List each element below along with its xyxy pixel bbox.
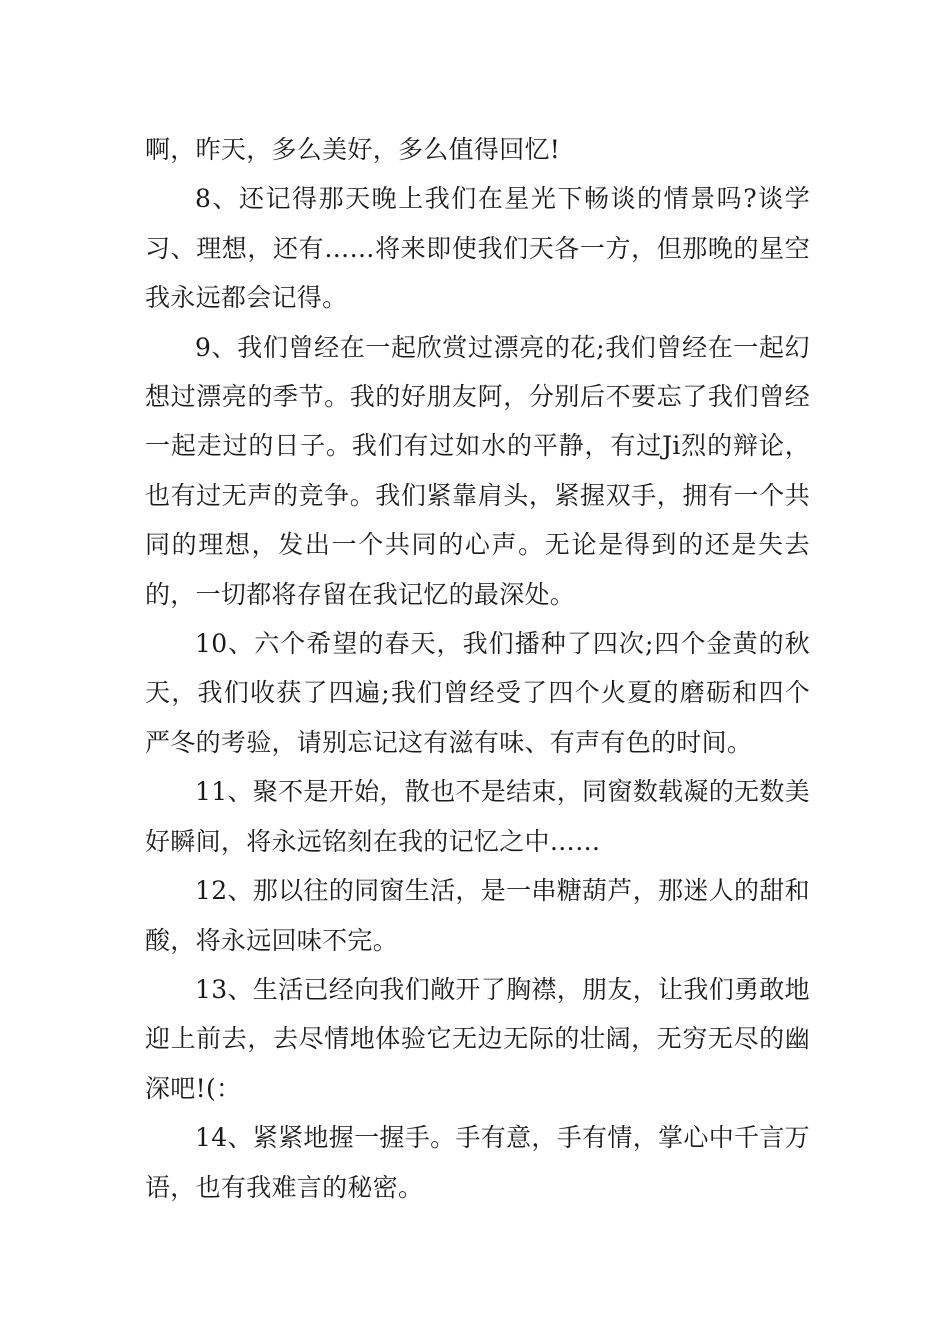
paragraph-item-13: 13、生活已经向我们敞开了胸襟，朋友，让我们勇敢地迎上前去，去尽情地体验它无边无际的壮阔，无穷无尽的幽深吧!(： (145, 974, 810, 1103)
paragraph-continuation: 啊，昨天，多么美好，多么值得回忆! (145, 135, 561, 164)
paragraph-item-12: 12、那以往的同窗生活，是一串糖葫芦，那迷人的甜和酸，将永远回味不完。 (145, 876, 810, 955)
paragraph-item-10: 10、六个希望的春天，我们播种了四次;四个金黄的秋天，我们收获了四遍;我们曾经受了四个火夏的磨砺和四个严冬的考验，请别忘记这有滋有味、有声有色的时间。 (145, 629, 810, 757)
paragraph-item-11: 11、聚不是开始，散也不是结束，同窗数载凝的无数美好瞬间，将永远铭刻在我的记忆之中…… (145, 777, 810, 856)
paragraph-item-9: 9、我们曾经在一起欣赏过漂亮的花;我们曾经在一起幻想过漂亮的季节。我的好朋友阿，分别后不要忘了我们曾经一起走过的日子。我们有过如水的平静，有过Ji烈的辩论，也有过无声的竞争。我们紧靠肩头，紧握双手，拥有一个共同的理想，发出一个共同的心声。无论是得到的还是失去的，一切都将存留在我记忆的最深处。 (145, 332, 810, 609)
paragraph-item-14: 14、紧紧地握一握手。手有意，手有情，掌心中千言万语，也有我难言的秘密。 (145, 1123, 810, 1202)
paragraph-item-8: 8、还记得那天晚上我们在星光下畅谈的情景吗?谈学习、理想，还有……将来即使我们天各一方，但那晚的星空我永远都会记得。 (145, 184, 810, 313)
document-body (145, 125, 810, 1212)
